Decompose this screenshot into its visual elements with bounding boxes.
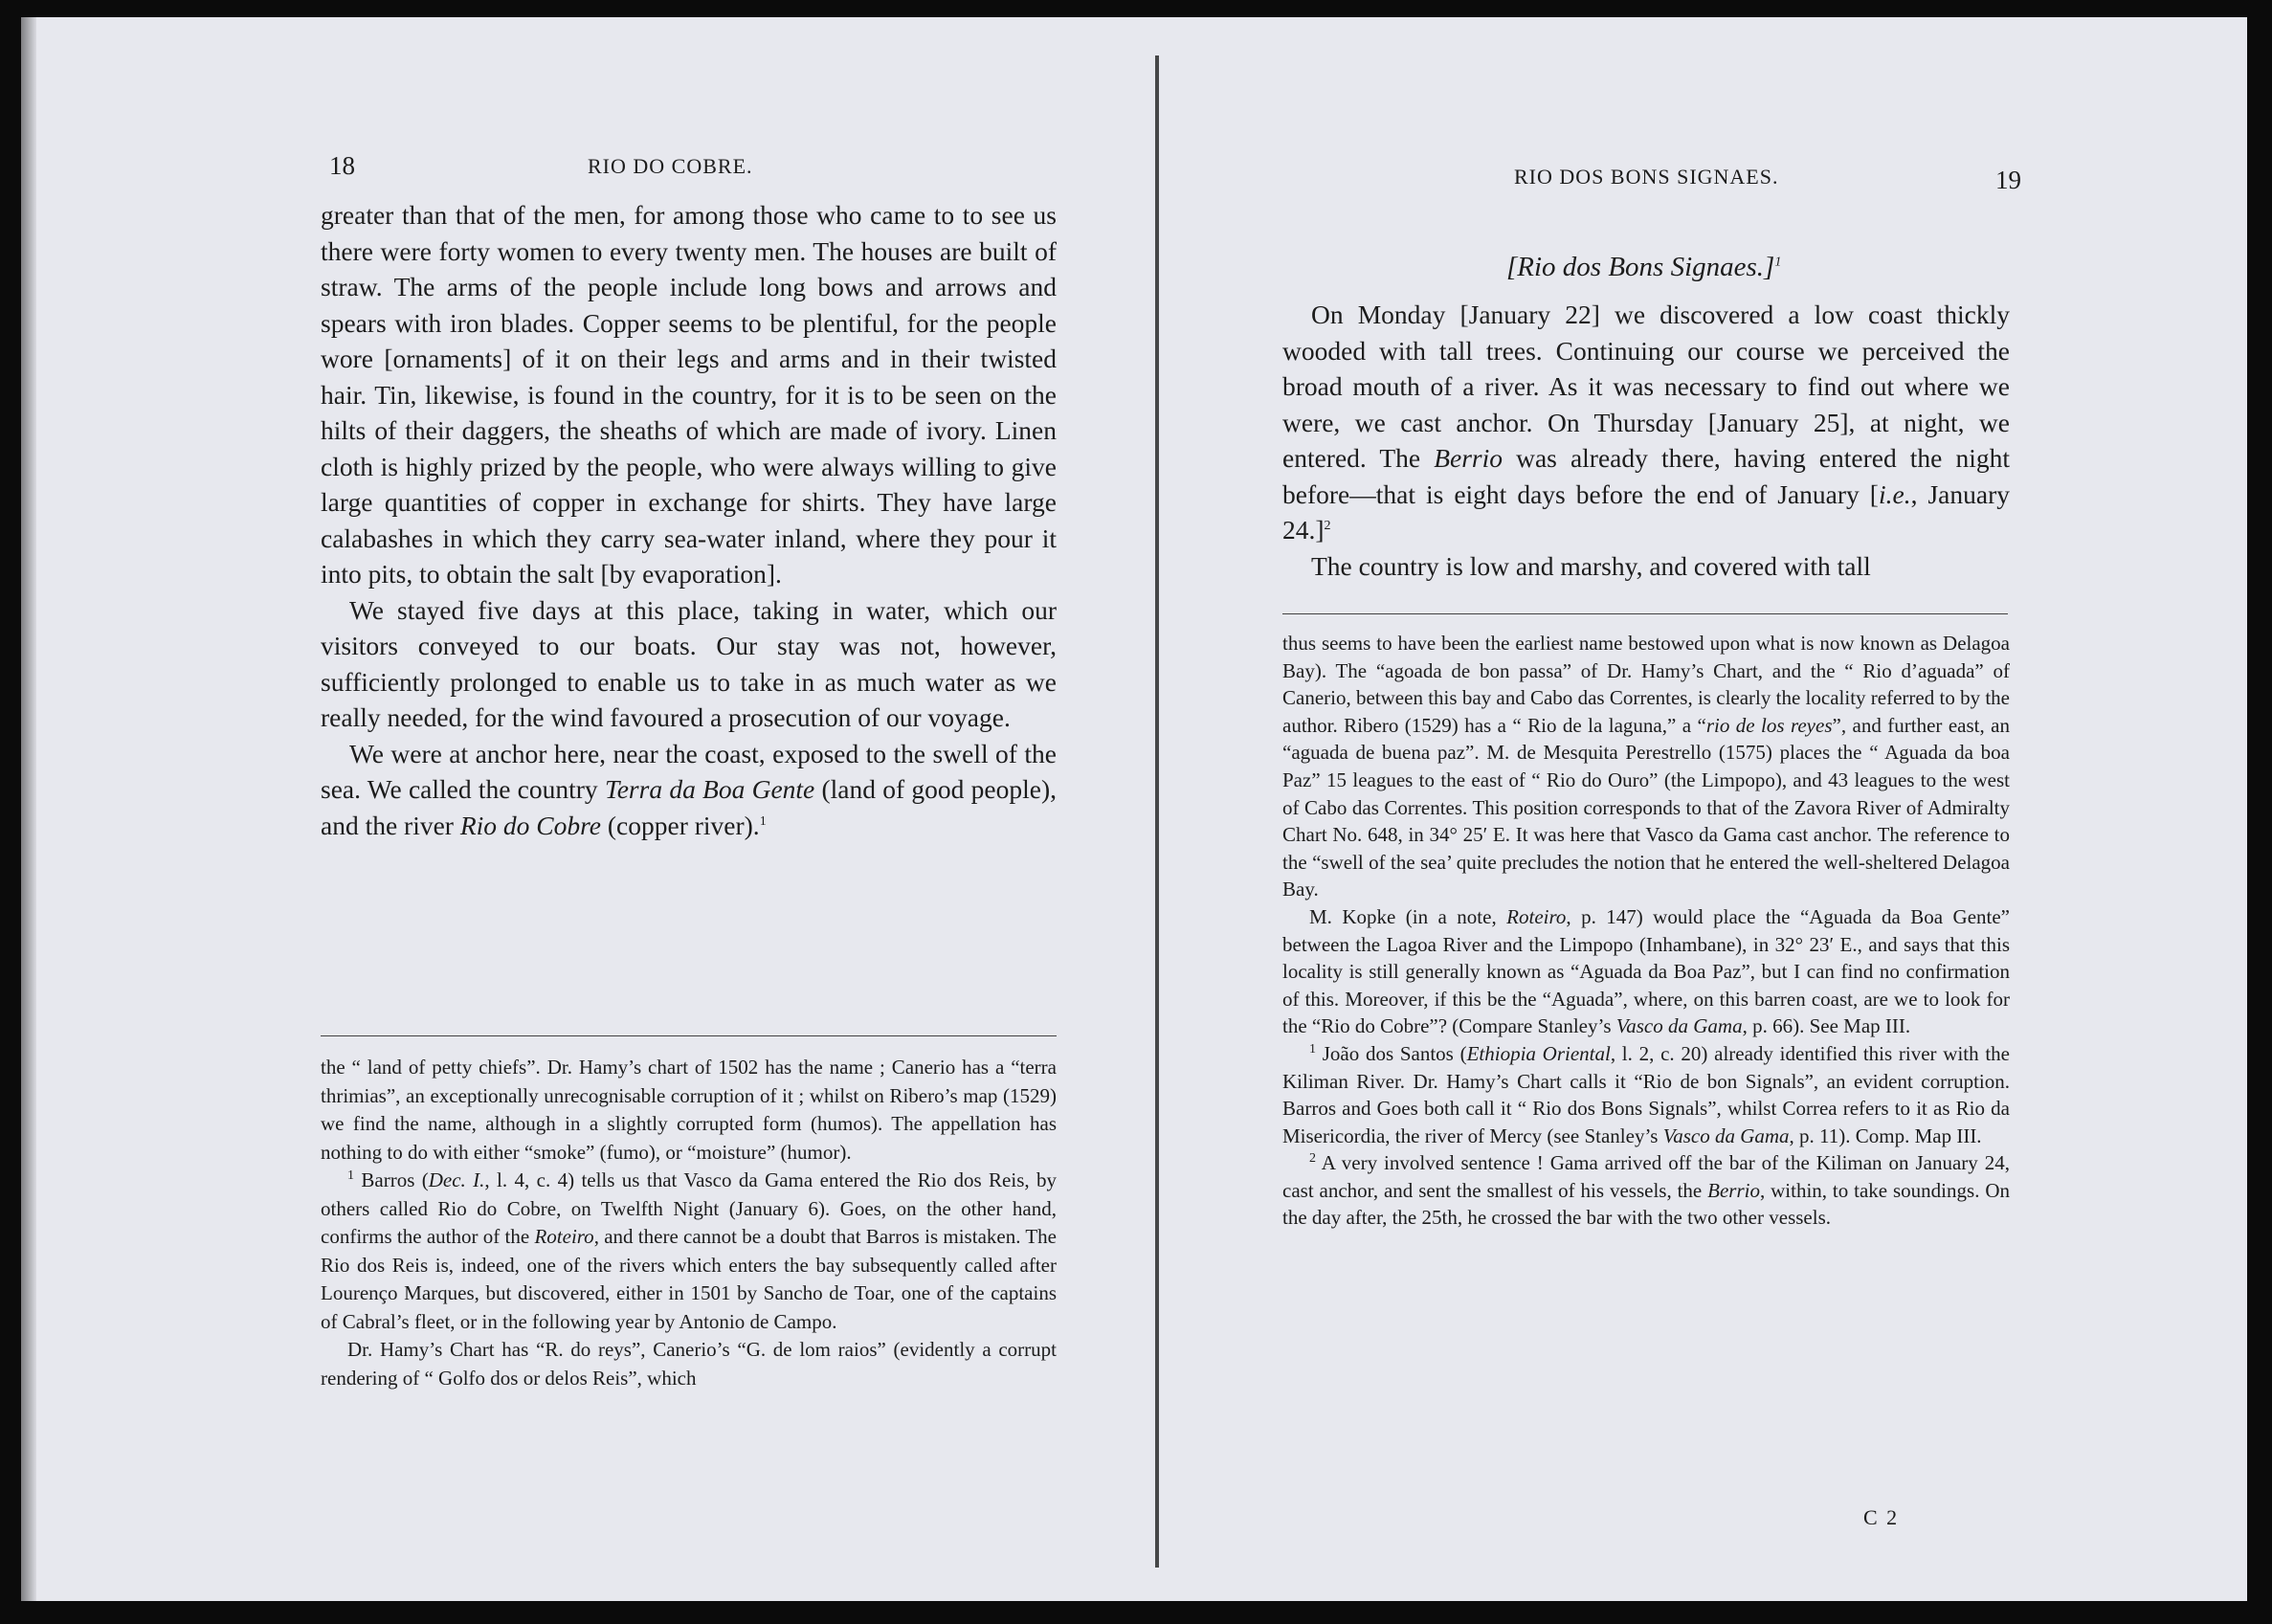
footnote-rule bbox=[1282, 613, 2008, 614]
page-number: 18 bbox=[329, 151, 355, 180]
page-number: 19 bbox=[1995, 166, 2021, 194]
footnotes bbox=[1282, 630, 2010, 1232]
paragraph: We stayed five days at this place, taking in water, which our visitors conveyed to our boats. Our stay was not, however, sufficiently prolonged to enable us to take in as much water as we really needed, for the wind favoured a prosecution of our voyage. bbox=[321, 594, 1057, 732]
footnote-continuation: the “ land of petty chiefs”. Dr. Hamy’s chart of 1502 has the name ; Canerio has a “terra thrimias”, an exceptionally unrecognisable corruption of it ; whilst on Ribero’s map (1529) we find the name, although in a slightly corrupted form (humos). The appellation has nothing to do with either “smoke” (fumo), or “moisture” (humor). bbox=[321, 1056, 1057, 1164]
section-title: [Rio dos Bons Signaes.]$^1$ bbox=[1506, 252, 1782, 282]
footnote-ref: 1 bbox=[759, 813, 767, 829]
running-head: RIO DO COBRE. bbox=[588, 154, 753, 178]
footnote: $^1$ Barros (Dec. I., l. 4, c. 4) tells us that Vasco da Gama entered the Rio dos Reis, by others called Rio do Cobre, on Twelfth Night (January 6). Goes, on the other hand, confirms the author of the Roteiro, and there cannot be a doubt that Barros is mistaken. The Rio dos Reis is, indeed, one of the rivers which enters the bay subsequently called after Lourenço Marques, but discovered, either in 1501 by Sancho de Toar, one of the captains of Cabral’s fleet, or in the following year by Antonio de Campo. bbox=[321, 1168, 1057, 1333]
footnote: $^2$ A very involved sentence ! Gama arrived off the bar of the Kiliman on January 24, cast anchor, and sent the smallest of his vessels, the Berrio, within, to take soundings. On the day after, the 25th, he crossed the bar with the two other vessels. bbox=[1282, 1151, 2011, 1230]
footnote-rule bbox=[321, 1035, 1057, 1036]
footnote-continuation: thus seems to have been the earliest name bestowed upon what is now known as Delagoa Bay). The “agoada de bon passa” of Dr. Hamy’s Chart, and the “ Rio d’aguada” of Canerio, between this bay and Cabo das Correntes, is clearly the locality referred to by the author. Ribero (1529) has a “ Rio de la laguna,” a “rio de los reyes”, and further east, an “aguada de buena paz”. M. de Mesquita Perestrello (1575) places the “ Aguada da boa Paz” 15 leagues to the east of “ Rio do Ouro” (the Limpopo), and 43 leagues to the west of Cabo das Correntes. This position corresponds to that of the Zavora River of Admiralty Chart No. 648, in 34° 25′ E. It was here that Vasco da Gama cast anchor. The reference to the “swell of the sea’ quite precludes the notion that he entered the well-sheltered Delagoa Bay. bbox=[1282, 632, 2010, 901]
paragraph: The country is low and marshy, and covered with tall bbox=[1311, 550, 1871, 581]
book-spread bbox=[21, 17, 2247, 1601]
footnote: M. Kopke (in a note, Roteiro, p. 147) would place the “Aguada da Boa Gente” between the Lagoa River and the Limpopo (Inhambane), in 32° 23′ E., and says that this locality is still generally known as “Aguada da Boa Paz”, but I can find no confirmation of this. Moreover, if this be the “Aguada”, where, on this barren coast, are we to look for the “Rio do Cobre”? (Compare Stanley’s Vasco da Gama, p. 66). See Map III. bbox=[1282, 904, 2010, 1038]
body-text bbox=[1282, 297, 2010, 584]
paragraph: On Monday [January 22] we discovered a low coast thickly wooded with tall trees. Continuing our course we perceived the broad mouth of a river. As it was necessary to find out where we were, we cast anchor. On Thursday [January 25], at night, we entered. The Berrio was already there, having entered the night before—that is eight days before the end of January [i.e., January 24.]$^2$ bbox=[1282, 300, 2010, 545]
footnotes bbox=[321, 1054, 1057, 1392]
footnote: $^1$ João dos Santos (Ethiopia Oriental, l. 2, c. 20) already identified this river with the Kiliman River. Dr. Hamy’s Chart calls it “Rio de bon Signals”, an evident corruption. Barros and Goes both call it “ Rio dos Bons Signals”, whilst Correa refers to it as Rio da Misericordia, the river of Mercy (see Stanley’s Vasco da Gama, p. 11). Comp. Map III. bbox=[1282, 1041, 2011, 1147]
footnote: Dr. Hamy’s Chart has “R. do reys”, Canerio’s “G. de lom raios” (evidently a corrupt rendering of “ Golfo dos or delos Reis”, which bbox=[321, 1338, 1057, 1390]
printer-signature: C 2 bbox=[1863, 1505, 1900, 1529]
left-page bbox=[21, 17, 1160, 1601]
right-page bbox=[1160, 17, 2247, 1601]
body-text bbox=[321, 197, 1057, 843]
paragraph: greater than that of the men, for among those who came to to see us there were forty women to every twenty men. The houses are built of straw. The arms of the people include long bows and arrows and spears with iron blades. Copper seems to be plentiful, for the people wore [ornaments] of it on their legs and arms and in their twisted hair. Tin, likewise, is found in the country, for it is to be seen on the hilts of their daggers, the sheaths of which are made of ivory. Linen cloth is highly prized by the people, who were always willing to give large quantities of copper in exchange for shirts. They have large calabashes in which they carry sea-water inland, where they pour it into pits, to obtain the salt [by evaporation]. bbox=[321, 200, 1057, 589]
paragraph: We were at anchor here, near the coast, exposed to the swell of the sea. We called the country Terra da Boa Gente (land of good people), and the river Rio do Cobre (copper river).$^1$ bbox=[321, 738, 1057, 840]
running-head: RIO DOS BONS SIGNAES. bbox=[1514, 165, 1779, 189]
book-gutter bbox=[1155, 56, 1159, 1568]
